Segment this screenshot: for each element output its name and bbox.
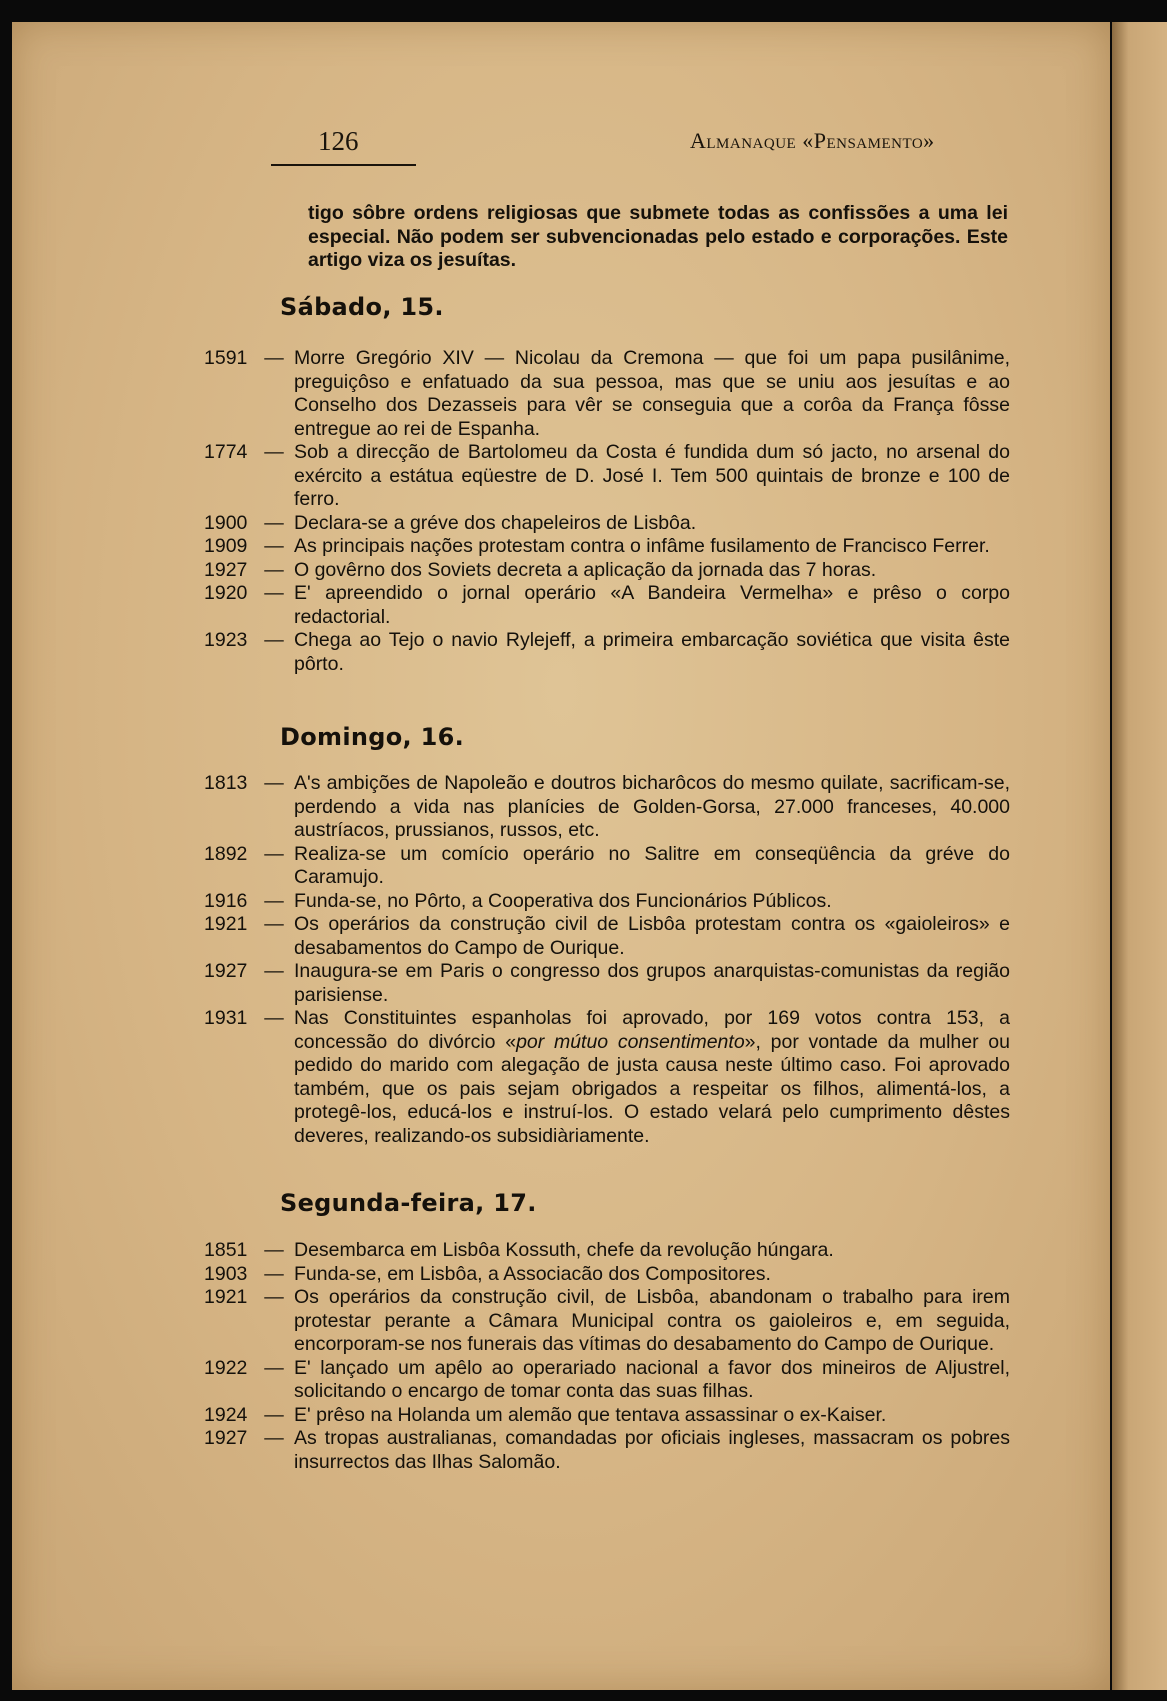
entry-text: O govêrno dos Soviets decreta a aplicação da jornada das 7 horas. xyxy=(294,558,877,581)
page-number: 126 xyxy=(318,126,359,156)
entry-dash: — xyxy=(264,1356,284,1379)
entry-dash: — xyxy=(264,1007,284,1029)
entry-year: 1921 xyxy=(204,913,248,935)
entry-text: Chega ao Tejo o navio Rylejeff, a primeira embarcação soviética que visita êste pôrto. xyxy=(294,629,1010,675)
list-item xyxy=(204,535,1010,559)
list-item xyxy=(204,347,1010,441)
entry-year: 1900 xyxy=(204,511,248,534)
entry-year: 1927 xyxy=(204,558,248,581)
entry-text-after: », por vontade da mulher ou pedido do marido com alegação de justa causa neste último caso. Foi aprovado também, que os pais sejam obrigados a respeitar os filhos, alimentá-los, a protegê-los, educá-los e instruí-los. O estado velará pelo cumprimento dêstes deveres, realizando-os subsidiàriamente. xyxy=(294,1030,1010,1147)
entry-year: 1931 xyxy=(204,1007,248,1029)
entry-text: E' lançado um apêlo ao operariado nacional a favor dos mineiros de Aljustrel, solicitando o encargo de tomar conta das suas filhas. xyxy=(294,1356,1010,1402)
day-heading-monday: Segunda-feira, 17. xyxy=(280,1189,537,1217)
entry-dash: — xyxy=(264,913,284,935)
list-item xyxy=(204,890,1010,914)
list-item xyxy=(204,1239,1010,1263)
entry-dash: — xyxy=(264,535,284,557)
entry-dash: — xyxy=(264,558,284,581)
entry-dash: — xyxy=(264,772,284,794)
entry-dash: — xyxy=(264,842,284,865)
entry-dash: — xyxy=(264,889,284,912)
entry-year: 1920 xyxy=(204,582,248,604)
entry-text: Os operários da construção civil de Lisbôa protestam contra os «gaioleiros» e desabamentos do Campo de Ourique. xyxy=(294,913,1010,959)
entry-text: E' apreendido o jornal operário «A Bandeira Vermelha» e prêso o corpo redactorial. xyxy=(294,582,1010,628)
entry-dash: — xyxy=(264,1239,284,1261)
entry-year: 1923 xyxy=(204,629,248,651)
list-item xyxy=(204,1007,1010,1148)
entry-text: Os operários da construção civil, de Lisbôa, abandonam o trabalho para irem protestar perante a Câmara Municipal contra os gaioleiros e, em seguida, encorporam-se nos funerais das vítimas do desabamento do Campo de Ourique. xyxy=(294,1286,1010,1355)
entry-text: Funda-se, no Pôrto, a Cooperativa dos Funcionários Públicos. xyxy=(294,889,832,912)
entry-text: Inaugura-se em Paris o congresso dos grupos anarquistas-comunistas da região parisiense. xyxy=(294,960,1010,1006)
entry-text: Desembarca em Lisbôa Kossuth, chefe da revolução húngara. xyxy=(294,1239,834,1261)
entries-sunday xyxy=(204,772,1010,1148)
entry-text: Funda-se, em Lisbôa, a Associacão dos Compositores. xyxy=(294,1262,771,1285)
entry-year: 1591 xyxy=(204,347,248,369)
list-item xyxy=(204,1286,1010,1357)
entry-dash: — xyxy=(264,582,284,604)
list-item xyxy=(204,1357,1010,1404)
entry-year: 1892 xyxy=(204,842,248,865)
list-item xyxy=(204,559,1010,583)
entry-text-before: Nas Constituintes espanholas foi aprovado, por 169 votos contra 153, a concessão do divórcio « xyxy=(294,1007,1010,1053)
entry-year: 1851 xyxy=(204,1239,248,1261)
entry-text: As tropas australianas, comandadas por oficiais ingleses, massacram os pobres insurrectos das Ilhas Salomão. xyxy=(294,1427,1010,1473)
entry-dash: — xyxy=(264,960,284,982)
list-item xyxy=(204,913,1010,960)
entry-year: 1922 xyxy=(204,1356,248,1379)
entry-dash: — xyxy=(264,1262,284,1285)
list-item xyxy=(204,629,1010,676)
entry-dash: — xyxy=(264,1286,284,1308)
list-item xyxy=(204,772,1010,843)
list-item xyxy=(204,960,1010,1007)
list-item xyxy=(204,512,1010,536)
entry-year: 1924 xyxy=(204,1403,248,1426)
entry-text-italic: por mútuo consentimento xyxy=(516,1030,745,1053)
entry-year: 1921 xyxy=(204,1286,248,1308)
entries-saturday xyxy=(204,347,1010,676)
entry-text: Realiza-se um comício operário no Salitre em conseqüência da gréve do Caramujo. xyxy=(294,842,1010,888)
entry-text: E' prêso na Holanda um alemão que tentava assassinar o ex-Kaiser. xyxy=(294,1403,887,1426)
entry-year: 1813 xyxy=(204,772,248,794)
list-item xyxy=(204,582,1010,629)
day-heading-saturday: Sábado, 15. xyxy=(280,293,444,321)
entry-dash: — xyxy=(264,511,284,534)
entry-year: 1909 xyxy=(204,535,248,557)
entry-text: Sob a direcção de Bartolomeu da Costa é fundida dum só jacto, no arsenal do exército a estátua eqüestre de D. José I. Tem 500 quintais de bronze e 100 de ferro. xyxy=(294,441,1010,510)
list-item xyxy=(204,1263,1010,1287)
entry-dash: — xyxy=(264,347,284,369)
list-item xyxy=(204,1404,1010,1428)
entry-year: 1774 xyxy=(204,441,248,463)
running-title: Almanaque «Pensamento» xyxy=(690,128,935,153)
entry-dash: — xyxy=(264,441,284,463)
entry-year: 1927 xyxy=(204,1427,248,1449)
entry-year: 1903 xyxy=(204,1262,248,1285)
entries-monday xyxy=(204,1239,1010,1474)
entry-text: Morre Gregório XIV — Nicolau da Cremona — que foi um papa pusilânime, preguiçôso e enfatuado da sua pessoa, mas que se uniu aos jesuítas e ao Conselho dos Dezasseis para vêr se conseguia que a corôa da França fôsse entregue ao rei de Espanha. xyxy=(294,347,1010,440)
intro-paragraph: tigo sôbre ordens religiosas que submete todas as confissões a uma lei especial. Não podem ser subvencionadas pelo estado e corporações. Este artigo viza os jesuítas. xyxy=(308,202,1008,271)
entry-text: A's ambições de Napoleão e doutros bicharôcos do mesmo quilate, sacrificam-se, perdendo a vida nas planícies de Golden-Gorsa, 27.000 franceses, 40.000 austríacos, prussianos, russos, etc. xyxy=(294,772,1010,841)
entry-text: As principais nações protestam contra o infâme fusilamento de Francisco Ferrer. xyxy=(294,535,990,557)
day-heading-sunday: Domingo, 16. xyxy=(280,723,464,751)
list-item xyxy=(204,441,1010,512)
entry-text: Declara-se a gréve dos chapeleiros de Lisbôa. xyxy=(294,511,697,534)
list-item xyxy=(204,1427,1010,1474)
entry-text xyxy=(294,1007,1010,1148)
entry-dash: — xyxy=(264,629,284,651)
entry-dash: — xyxy=(264,1427,284,1449)
entry-year: 1927 xyxy=(204,960,248,982)
list-item xyxy=(204,843,1010,890)
entry-year: 1916 xyxy=(204,889,248,912)
entry-dash: — xyxy=(264,1403,284,1426)
